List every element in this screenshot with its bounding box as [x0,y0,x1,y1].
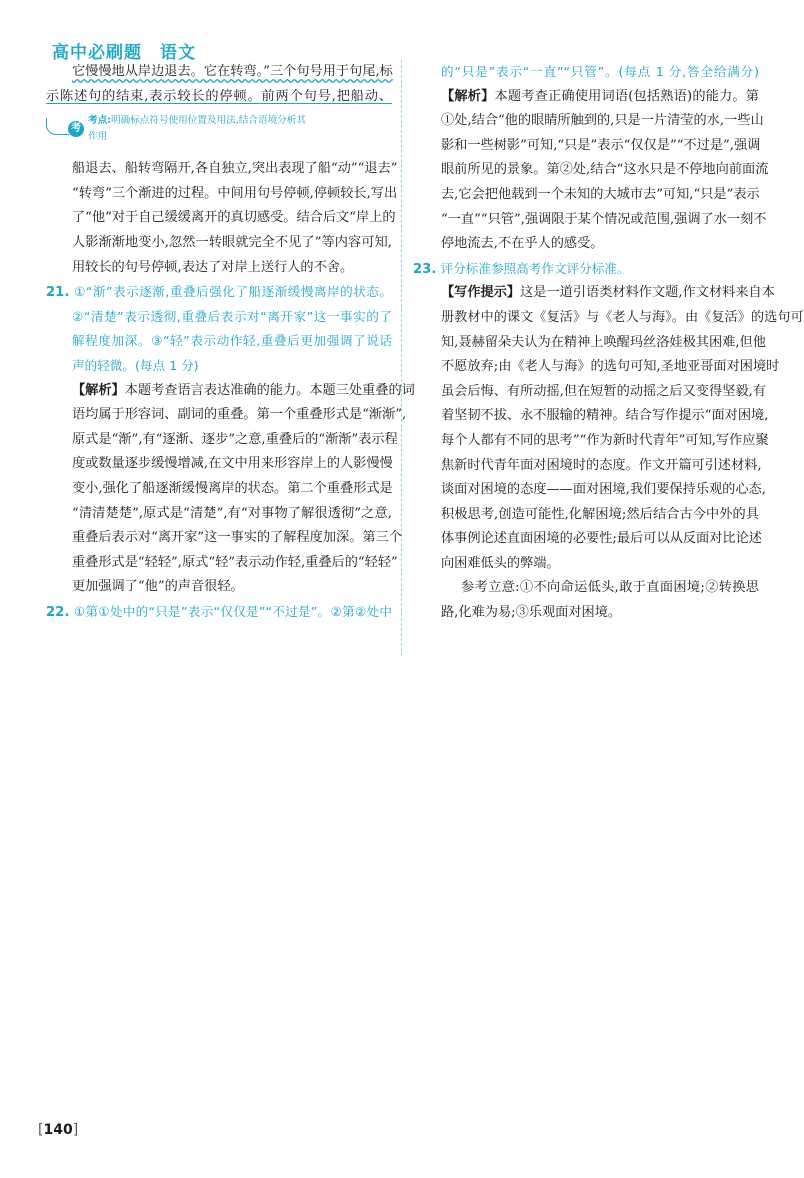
exam-point-note [46,113,392,153]
q23-tip-line: 体事例论述直面困境的必要性;最后可以从反面对比论述 [441,531,762,547]
q23-tip-line [413,281,775,306]
text-line: 人影渐渐地变小,忽然一转眼就完全不见了”等内容可知, [72,234,392,250]
q22-analysis-line [413,85,759,110]
q23-answer-line [413,257,759,282]
q23-reference-line: 参考立意:①不向命运低头,敢于直面困境;②转换思 [461,580,759,596]
q21-answer-text: ①“渐”表示逐渐,重叠后强化了船逐渐缓慢离岸的状态。 [74,284,392,300]
q21-analysis-line: 重叠形式是“轻轻”,原式“轻”表示动作轻,重叠后的“轻轻” [72,554,398,570]
arrow-icon [46,118,69,135]
q21-answer-line: ②“清楚”表示透彻,重叠后表示对“离开家”这一事实的了 [72,308,392,324]
q22-analysis-line: 影和一些树影”可知,“只是”表示“仅仅是”“不过是”,强调 [441,137,761,153]
text-line [46,60,392,85]
book-title: 高中必刷题 语文 [52,43,196,63]
q21-analysis-line: 重叠后表示对“离开家”这一事实的了解程度加深。第三个 [72,530,402,546]
text-line: “转弯”三个渐进的过程。中间用句号停顿,停顿较长,写出 [72,185,398,201]
right-column [413,60,804,626]
exam-point-line-2: 作用 [88,131,108,143]
q23-reference-line: 路,化难为易;③乐观面对困境。 [441,605,622,621]
page-number-text: 140 [43,1122,73,1138]
q23-tip-line: 向困难低头的弊端。 [441,555,560,571]
q23-answer-text: 评分标准参照高考作文评分标准。 [440,260,630,276]
q22-analysis-line: 眼前所见的景象。第②处,结合“这水只是不停地向前面流 [441,162,769,178]
exam-point-badge-icon: 考 [68,121,84,137]
exam-point-text [86,113,392,145]
q22-analysis-line: 停地流去,不在乎人的感受。 [441,236,604,252]
q21-answer-line: 解程度加深。③“轻”表示动作轻,重叠后更加强调了说话 [72,333,392,349]
q22-answer-continued: 的“只是”表示“一直”“只管”。(每点 1 分,答全给满分) [441,64,759,79]
q23-tip-line: 着坚韧不拔、永不服输的精神。结合写作提示“面对困境, [441,408,769,424]
intro-line-1: 它慢慢地从岸边退去。它在转弯。”三个句号用于句尾,标 [72,64,393,79]
q22-analysis-line: “一直”“只管”,强调限于某个情况或范围,强调了水一刻不 [441,211,767,227]
left-column [46,60,415,624]
q21-number: 21. [46,285,70,301]
q21-analysis-line: 原式是“渐”,有“逐渐、逐步”之意,重叠后的“渐渐”表示程 [72,431,398,447]
q21-analysis-line: 语均属于形容词、副词的重叠。第一个重叠形式是“渐渐”, [72,407,407,423]
intro-line-2: 示陈述句的结束,表示较长的停顿。前两个句号,把船动、 [46,88,392,104]
q23-tip-line: 不愿放弃;由《老人与海》的选句可知,圣地亚哥面对困境时 [441,359,780,375]
writing-tip-text: 这是一道引语类材料作文题,作文材料来自本 [520,285,775,301]
page-number: [140] [38,1122,79,1138]
q21-answer-line: 声的轻微。(每点 1 分) [72,357,199,373]
analysis-text: 本题考查正确使用词语(包括熟语)的能力。第 [494,88,759,104]
q23-tip-line: 每个人都有不同的思考”“作为新时代青年”可知,写作应聚 [441,432,769,448]
analysis-tag: 【解析】 [441,88,495,104]
text-line: 用较长的句号停顿,表达了对岸上送行人的不舍。 [72,259,354,275]
q21-analysis-line [46,379,415,404]
q23-tip-line: 虽会后悔、有所动摇,但在短暂的动摇之后又变得坚毅,有 [441,383,766,399]
exam-point-line-1: 明确标点符号使用位置及用法,结合语境分析其 [111,115,306,127]
analysis-text: 本题考查语言表达准确的能力。本题三处重叠的词 [124,382,415,398]
q23-number: 23. [413,261,437,277]
q23-tip-line: 知,聂赫留朵夫认为在精神上唤醒玛丝洛娃极其困难,但他 [441,334,766,350]
q23-tip-line: 焦新时代青年面对困境时的态度。作文开篇可引述材料, [441,457,762,473]
column-divider [401,60,402,656]
q22-number: 22. [46,604,70,620]
q21-analysis-line: 变小,强化了船逐渐缓慢离岸的状态。第二个重叠形式是 [72,480,393,496]
exam-point-title: 考点: [88,115,112,127]
text-line: 船退去、船转弯隔开,各自独立,突出表现了船“动”“退去” [72,161,398,177]
analysis-tag: 【解析】 [72,382,125,398]
q22-answer-line [46,600,392,625]
q22-answer-text: ①第①处中的“只是”表示“仅仅是”“不过是”。②第②处中 [73,603,392,619]
q21-analysis-line: 更加强调了“他”的声音很轻。 [72,579,244,595]
q21-answer-line [46,280,392,305]
q21-analysis-line: “清清楚楚”,原式是“清楚”,有“对事物了解很透彻”之意, [72,505,392,521]
text-line: 了“他”对于自己缓缓离开的真切感受。结合后文“岸上的 [72,210,396,226]
q23-tip-line: 册教材中的课文《复活》与《老人与海》。由《复活》的选句可 [441,309,804,325]
q23-tip-line: 谈面对困境的态度——面对困境,我们要保持乐观的心态, [441,482,766,498]
q21-analysis-line: 度或数量逐步缓慢增减,在文中用来形容岸上的人影慢慢 [72,456,393,472]
q22-analysis-line: ①处,结合“他的眼睛所触到的,只是一片清莹的水,一些山 [441,113,764,129]
text-line [46,85,392,110]
writing-tip-tag: 【写作提示】 [441,285,521,301]
q22-analysis-line: 去,它会把他载到一个未知的大城市去”可知,“只是”表示 [441,186,760,202]
q23-tip-line: 积极思考,创造可能性,化解困境;然后结合古今中外的具 [441,506,759,522]
